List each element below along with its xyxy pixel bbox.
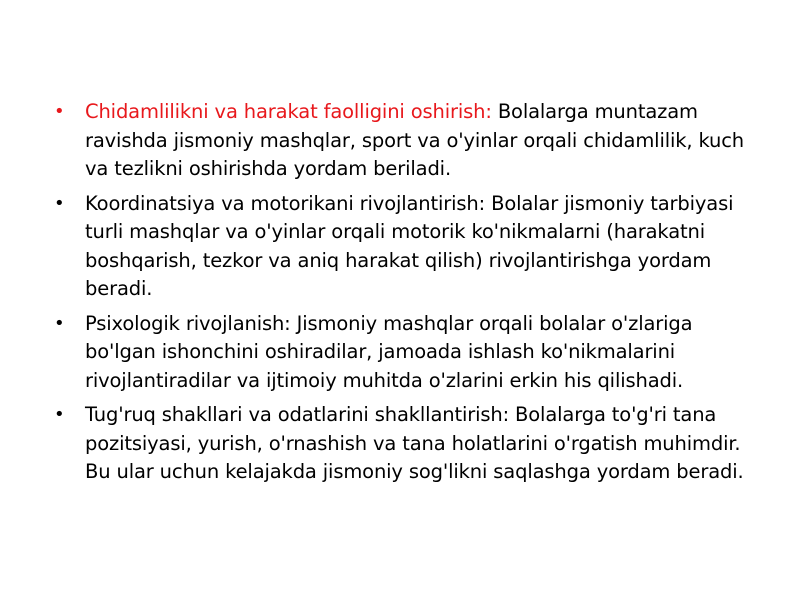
bullet-dot-icon: • xyxy=(54,101,65,122)
bullet-text: Jismoniy mashqlar orqali bolalar o'zlariga bo'lgan ishonchini oshiradilar, jamoada ishlash ko'nikmalarini rivojlantiradilar va ijtimoiy muhitda o'zlarini erkin his qilishadi. xyxy=(85,311,693,392)
bullet-dot-icon: • xyxy=(54,312,65,334)
bullet-heading: Koordinatsiya va motorikani rivojlantirish: xyxy=(85,191,486,215)
bullet-item-psychological xyxy=(54,310,764,396)
bullet-item-endurance xyxy=(54,98,764,184)
bullet-dot-icon: • xyxy=(54,404,65,425)
bullet-item-coordination xyxy=(54,190,764,304)
bullet-list xyxy=(54,98,764,487)
bullet-dot-icon: • xyxy=(54,192,65,214)
bullet-text: Bolalar jismoniy tarbiyasi turli mashqlar va o'yinlar orqali motorik ko'nikmalarni (harakatni boshqarish, tezkor va aniq harakat qilish) rivojlantirishga yordam beradi. xyxy=(85,191,734,300)
bullet-heading: Tug'ruq shakllari va odatlarini shakllantirish: xyxy=(85,403,509,426)
bullet-heading: Psixologik rivojlanish: xyxy=(85,311,291,335)
bullet-item-posture xyxy=(54,401,764,487)
bullet-text: Bolalarga muntazam ravishda jismoniy mashqlar, sport va o'yinlar orqali chidamlilik, kuch va tezlikni oshirishda yordam beriladi. xyxy=(85,100,745,180)
bullet-heading: Chidamlilikni va harakat faolligini oshirish: xyxy=(85,100,492,123)
bullet-text: Bolalarga to'g'ri tana pozitsiyasi, yurish, o'rnashish va tana holatlarini o'rgatish muhimdir. Bu ular uchun kelajakda jismoniy sog'likni saqlashga yordam beradi. xyxy=(85,403,744,483)
